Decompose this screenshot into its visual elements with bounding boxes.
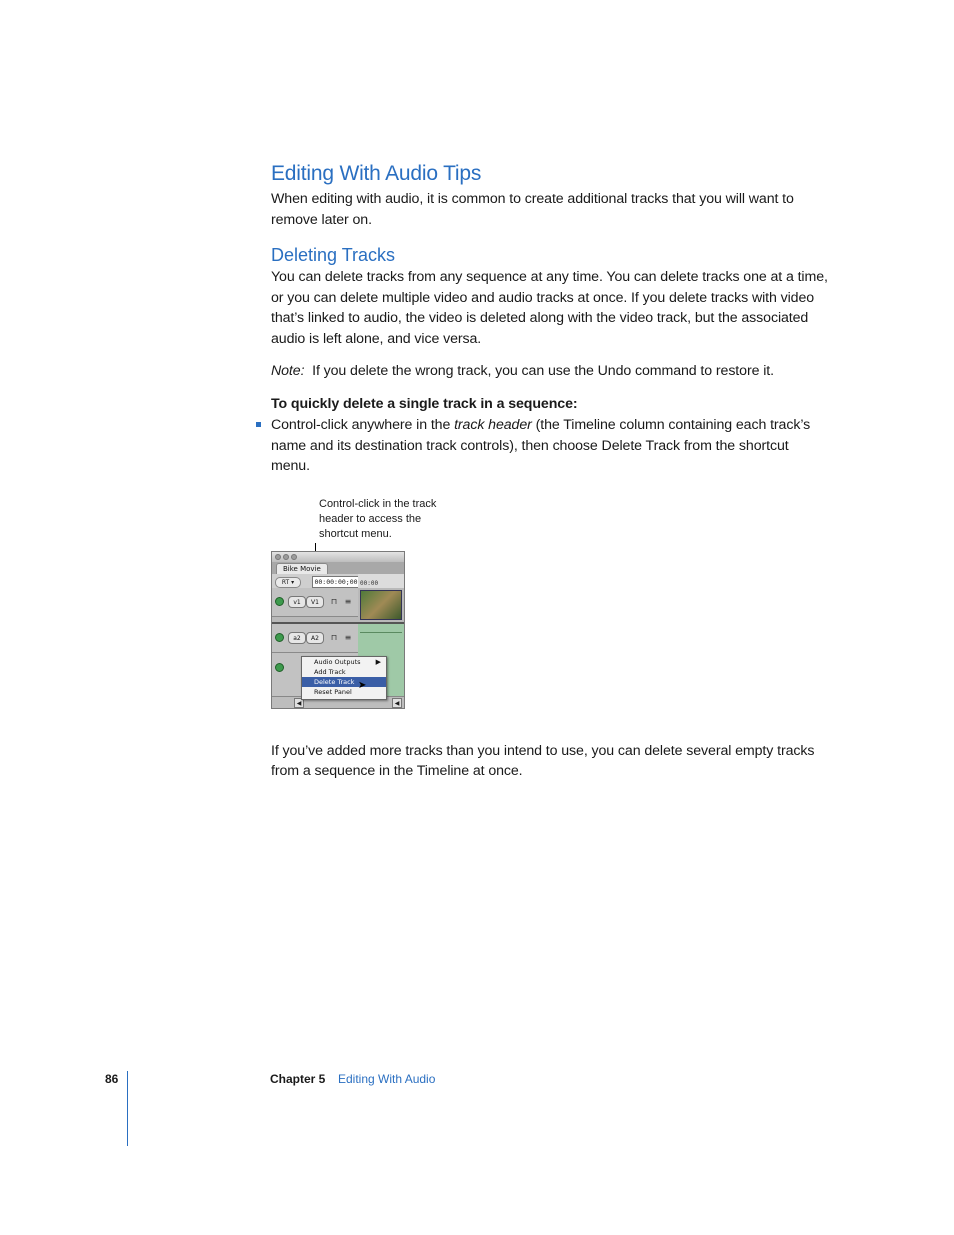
footer-chapter: Chapter 5 xyxy=(270,1072,326,1086)
bullet-term: track header xyxy=(454,417,532,433)
note-label: Note: xyxy=(271,363,305,379)
timeline-figure xyxy=(271,497,831,741)
menu-item-add-track[interactable] xyxy=(302,667,386,677)
zoom-icon[interactable] xyxy=(291,554,297,560)
menu-item-label: Audio Outputs xyxy=(314,657,361,666)
footer-rule xyxy=(127,1071,128,1146)
page-content xyxy=(271,160,831,782)
menu-item-label: Add Track xyxy=(314,667,346,676)
link-icon[interactable]: ≡ xyxy=(344,596,352,606)
menu-item-label: Reset Panel xyxy=(314,687,352,696)
track-header-v1[interactable] xyxy=(272,588,358,617)
submenu-arrow-icon: ▶ xyxy=(375,657,381,666)
timeline-ruler: 00:00 xyxy=(358,574,405,588)
tab-row xyxy=(272,562,404,574)
note-text: If you delete the wrong track, you can use the Undo command to restore it. xyxy=(312,363,774,379)
intro-paragraph: When editing with audio, it is common to create additional tracks that you will want to remove later on. xyxy=(271,191,794,228)
window-titlebar xyxy=(272,552,404,562)
track-audible-icon[interactable] xyxy=(275,663,284,672)
body-paragraph: You can delete tracks from any sequence at any time. You can delete tracks one at a time, or you can delete multiple video and audio tracks at once. If you delete tracks with video that’s linked to audio, the video is deleted along with the video track, but the associated audio is left alone, and vice versa. xyxy=(271,269,828,347)
rt-popup-button[interactable]: RT ▾ xyxy=(275,577,301,588)
link-icon[interactable]: ≡ xyxy=(344,632,352,642)
page-number: 86 xyxy=(105,1072,119,1086)
scroll-left-icon[interactable]: ◀ xyxy=(294,698,304,708)
menu-item-delete-track[interactable] xyxy=(302,677,386,687)
bullet-text-before: Control-click anywhere in the xyxy=(271,417,455,433)
destination-control-v1[interactable]: V1 xyxy=(306,596,324,608)
video-clip[interactable] xyxy=(360,590,402,620)
closing-paragraph: If you’ve added more tracks than you intend to use, you can delete several empty tracks from a sequence in the Timeline at once. xyxy=(271,742,815,779)
lock-icon[interactable]: ⊓ xyxy=(330,596,338,606)
footer-chapter-title: Editing With Audio xyxy=(338,1072,436,1086)
scroll-right-icon[interactable]: ◀ xyxy=(392,698,402,708)
menu-item-reset-panel[interactable] xyxy=(302,687,386,697)
pointer-cursor-icon: ➤ xyxy=(358,679,367,691)
track-audible-icon[interactable] xyxy=(275,633,284,642)
timeline-screenshot xyxy=(271,551,405,709)
procedure-title: To quickly delete a single track in a sequence: xyxy=(271,395,578,412)
shortcut-menu xyxy=(301,656,387,700)
source-control-a2[interactable]: a2 xyxy=(288,632,306,644)
destination-control-a2[interactable]: A2 xyxy=(306,632,324,644)
bullet-text-after: (the Timeline column containing each track’s name and its destination track controls), then choose Delete Track from the shortcut menu. xyxy=(271,417,811,474)
close-icon[interactable] xyxy=(275,554,281,560)
menu-item-audio-outputs[interactable] xyxy=(302,657,386,667)
timecode-field[interactable]: 00:00:00;00 xyxy=(312,576,360,588)
bullet-icon xyxy=(256,422,261,427)
section-heading: Editing With Audio Tips xyxy=(271,162,482,185)
bullet-item xyxy=(271,415,831,477)
figure-callout: Control-click in the track header to access the shortcut menu. xyxy=(319,497,437,540)
timeline-toolbar xyxy=(272,574,404,588)
tab-bike-movie[interactable]: Bike Movie xyxy=(276,563,328,575)
source-control-v1[interactable]: v1 xyxy=(288,596,306,608)
track-header-a2[interactable] xyxy=(272,624,358,653)
minimize-icon[interactable] xyxy=(283,554,289,560)
track-visibility-icon[interactable] xyxy=(275,597,284,606)
lock-icon[interactable]: ⊓ xyxy=(330,632,338,642)
note-paragraph xyxy=(271,361,831,382)
subsection-heading: Deleting Tracks xyxy=(271,245,396,265)
menu-item-label: Delete Track xyxy=(314,677,355,686)
audio-level-line xyxy=(360,632,402,633)
